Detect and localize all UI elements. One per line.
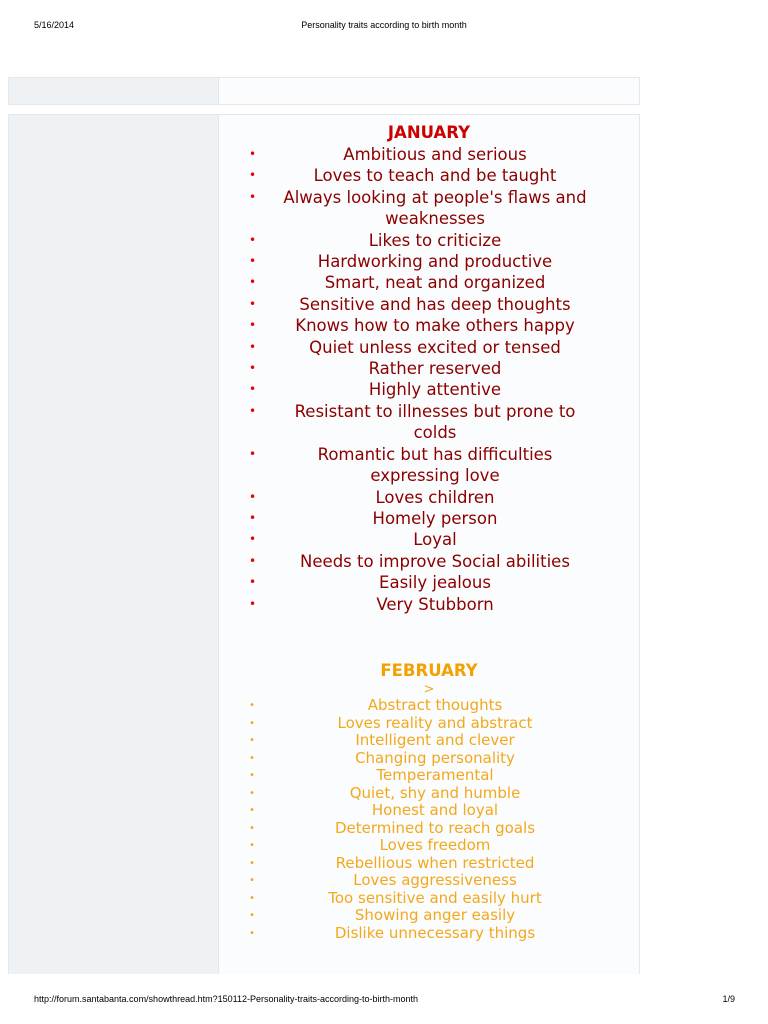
bullet-icon: • (249, 596, 257, 611)
bullet-icon: • (249, 232, 257, 247)
february-trait-item (219, 872, 639, 890)
february-heading: FEBRUARY (380, 661, 478, 680)
bullet-icon: • (249, 275, 257, 290)
january-trait-text: Romantic but has difficulties expressing love (317, 444, 553, 486)
bullet-icon: • (249, 168, 257, 183)
january-trait-item (219, 144, 639, 165)
january-trait-text: Rather reserved (368, 359, 502, 379)
bullet-icon: • (249, 147, 257, 161)
february-trait-item (219, 855, 639, 873)
february-trait-item (219, 925, 639, 943)
january-trait-item (219, 572, 639, 593)
january-trait-text: Knows how to make others happy (295, 316, 575, 336)
bullet-icon: • (249, 382, 257, 397)
january-trait-text: Ambitious and serious (343, 145, 527, 164)
february-trait-text: Loves freedom (379, 836, 491, 854)
february-trait-item (219, 750, 639, 768)
january-trait-text: Loyal (413, 530, 457, 550)
january-trait-text: Likes to criticize (368, 230, 502, 250)
february-trait-item (219, 907, 639, 925)
bullet-icon: • (249, 446, 257, 461)
january-trait-text: Easily jealous (379, 573, 491, 593)
february-trait-text: Loves aggressiveness (353, 871, 517, 889)
february-trait-text: Dislike unnecessary things (334, 923, 536, 942)
january-trait-item (219, 379, 639, 400)
bullet-icon: • (249, 296, 257, 311)
january-trait-item (219, 358, 639, 379)
bullet-icon: • (249, 532, 257, 547)
january-trait-text: Quiet unless excited or tensed (309, 337, 561, 357)
bullet-icon: • (249, 575, 257, 590)
february-trait-text: Changing personality (355, 748, 515, 767)
february-trait-text: Determined to reach goals (334, 818, 536, 837)
january-trait-text: Loves children (375, 487, 495, 507)
february-trait-item (219, 697, 639, 715)
january-trait-text: Highly attentive (368, 380, 502, 400)
january-heading: JANUARY (387, 123, 471, 142)
bullet-icon: • (249, 553, 257, 568)
post-header-strip (8, 77, 640, 105)
bullet-icon: • (249, 510, 257, 525)
page-number: 1/9 (722, 994, 735, 1004)
january-trait-text: Sensitive and has deep thoughts (299, 294, 571, 314)
february-trait-text: Loves reality and abstract (337, 713, 533, 732)
february-trait-item (219, 767, 639, 785)
january-trait-item (219, 594, 639, 615)
january-trait-item (219, 294, 639, 315)
february-trait-item (219, 837, 639, 855)
january-trait-text: Very Stubborn (376, 594, 494, 614)
bullet-icon: • (249, 189, 257, 204)
bullet-icon: • (249, 770, 255, 781)
forum-post (8, 114, 640, 974)
bullet-icon: • (249, 910, 255, 921)
february-trait-item (219, 732, 639, 750)
print-date: 5/16/2014 (34, 20, 75, 30)
january-trait-item (219, 230, 639, 251)
february-trait-text: Too sensitive and easily hurt (328, 888, 542, 907)
february-trait-item (219, 820, 639, 838)
print-title: Personality traits according to birth month (301, 20, 467, 30)
january-trait-item (219, 508, 639, 529)
bullet-icon: • (249, 822, 255, 834)
bullet-icon: • (249, 787, 255, 799)
bullet-icon: • (249, 339, 257, 354)
january-trait-item (219, 251, 639, 272)
post-header-sidebar (9, 78, 219, 104)
february-trait-list (219, 697, 639, 942)
january-trait-item (219, 551, 639, 572)
bullet-icon: • (249, 489, 257, 504)
february-trait-item (219, 890, 639, 908)
bullet-icon: • (249, 805, 255, 816)
february-trait-text: Showing anger easily (354, 906, 516, 924)
january-trait-item (219, 165, 639, 186)
bullet-icon: • (249, 254, 257, 269)
january-trait-item (219, 529, 639, 550)
post-user-sidebar (9, 115, 219, 974)
january-trait-text: Needs to improve Social abilities (300, 551, 570, 571)
bullet-icon: • (249, 752, 255, 764)
february-trait-text: Intelligent and clever (355, 731, 515, 749)
february-marker: > (423, 682, 435, 697)
january-trait-item (219, 487, 639, 508)
january-trait-item (219, 315, 639, 336)
bullet-icon: • (249, 700, 255, 711)
february-trait-text: Temperamental (376, 766, 494, 784)
print-url: http://forum.santabanta.com/showthread.htm?150112-Personality-traits-according-to-birth-month (34, 994, 419, 1004)
february-trait-item (219, 785, 639, 803)
bullet-icon: • (249, 840, 255, 851)
february-trait-item (219, 802, 639, 820)
january-trait-item (219, 444, 639, 487)
bullet-icon: • (249, 927, 255, 939)
bullet-icon: • (249, 857, 255, 869)
february-trait-text: Quiet, shy and humble (349, 783, 521, 802)
january-trait-text: Resistant to illnesses but prone to colds (294, 401, 576, 443)
bullet-icon: • (249, 717, 255, 729)
february-trait-text: Abstract thoughts (367, 696, 503, 714)
february-trait-text: Honest and loyal (371, 801, 499, 819)
january-trait-item (219, 187, 639, 230)
january-trait-list (219, 144, 639, 615)
february-trait-text: Rebellious when restricted (335, 853, 535, 872)
january-trait-text: Homely person (372, 508, 498, 528)
january-trait-item (219, 272, 639, 293)
january-trait-text: Smart, neat and organized (324, 273, 546, 293)
bullet-icon: • (249, 892, 255, 904)
bullet-icon: • (249, 361, 257, 376)
january-trait-text: Hardworking and productive (317, 252, 553, 272)
january-trait-text: Loves to teach and be taught (313, 166, 557, 186)
february-trait-item (219, 715, 639, 733)
january-trait-item (219, 337, 639, 358)
bullet-icon: • (249, 735, 255, 746)
january-trait-text: Always looking at people's flaws and weaknesses (283, 187, 587, 229)
bullet-icon: • (249, 318, 257, 333)
bullet-icon: • (249, 875, 255, 886)
bullet-icon: • (249, 403, 257, 418)
january-trait-item (219, 401, 639, 444)
